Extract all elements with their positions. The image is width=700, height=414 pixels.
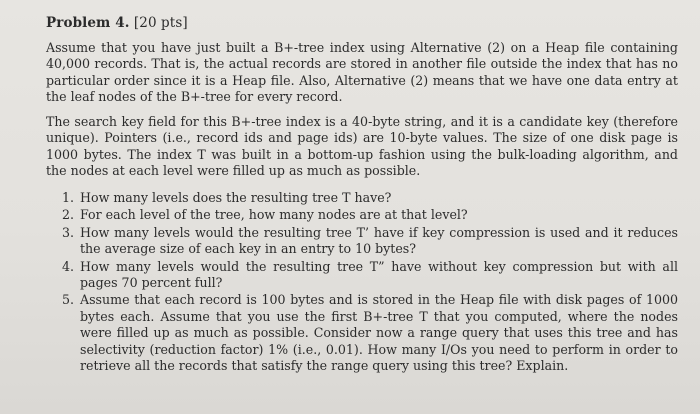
- question-text: Assume that each record is 100 bytes and is stored in the Heap file with disk pages of 1000 bytes each. Assume that you use the first B+-tree T that you computed, where the nodes were filled up as much as possible. Consider now a range query that uses this tree and has selectivity (reduction factor) 1% (i.e., 0.01). How many I/Os you need to perform in order to retrieve all the records that satisfy the range query using this tree? Explain.: [80, 292, 678, 374]
- problem-title: [46, 15, 188, 31]
- question-text: How many levels does the resulting tree T have?: [80, 190, 392, 205]
- paragraph-setup: Assume that you have just built a B+-tree index using Alternative (2) on a Heap file containing 40,000 records. That is, the actual records are stored in another file outside the index that has no particular order since it is a Heap file. Also, Alternative (2) means that we have one data entry at the leaf nodes of the B+-tree for every record.: [46, 40, 678, 105]
- question-item: [46, 225, 678, 258]
- question-text: How many levels would the resulting tree T’ have if key compression is used and it reduces the average size of each key in an entry to 10 bytes?: [80, 224, 678, 257]
- question-number: 1.: [61, 190, 74, 205]
- question-item: [46, 190, 678, 206]
- question-text: How many levels would the resulting tree T” have without key compression but with all pages 70 percent full?: [80, 258, 678, 291]
- problem-points: [20 pts]: [133, 15, 188, 31]
- question-item: [46, 259, 678, 292]
- question-number: 3.: [61, 224, 74, 240]
- question-text: For each level of the tree, how many nodes are at that level?: [80, 207, 468, 223]
- question-list: [46, 190, 678, 375]
- question-number: 5.: [61, 292, 74, 308]
- problem-label: Problem 4.: [46, 15, 130, 31]
- question-item: [46, 292, 678, 374]
- question-number: 4.: [61, 258, 74, 274]
- paragraph-details: The search key field for this B+-tree index is a 40-byte string, and it is a candidate key (therefore unique). Pointers (i.e., record ids and page ids) are 10-byte values. The size of one disk page is 1000 bytes. The index T was built in a bottom-up fashion using the bulk-loading algorithm, and the nodes at each level were filled up as much as possible.: [46, 114, 678, 179]
- question-number: 2.: [61, 207, 74, 223]
- question-item: [46, 207, 678, 223]
